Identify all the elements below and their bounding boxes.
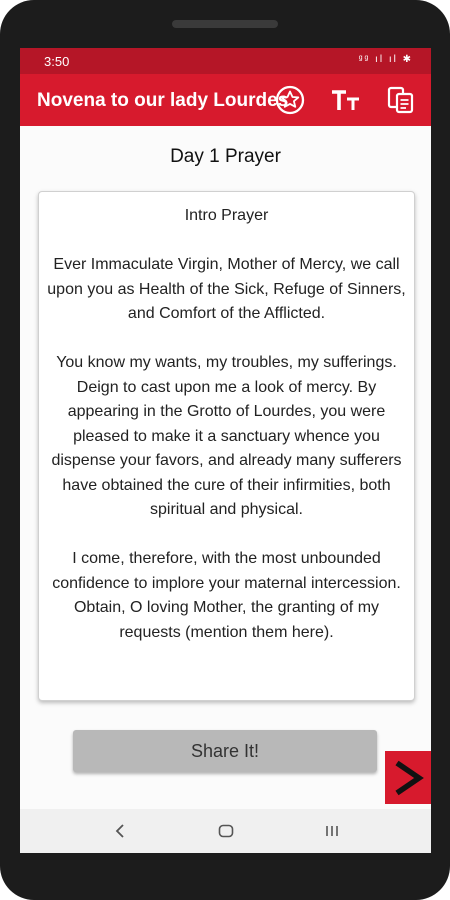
share-button[interactable]: Share It! bbox=[73, 730, 377, 772]
app-title: Novena to our lady Lourdes bbox=[37, 90, 289, 111]
copy-icon bbox=[385, 84, 417, 116]
system-nav-bar bbox=[20, 809, 431, 853]
speaker-grille bbox=[172, 20, 278, 28]
status-time: 3:50 bbox=[44, 54, 70, 69]
status-icons: ᵍᵍ ıl ıl ✱ bbox=[358, 54, 413, 65]
nav-recents-icon[interactable] bbox=[324, 823, 340, 839]
app-bar bbox=[20, 74, 431, 126]
next-button[interactable] bbox=[385, 751, 431, 804]
day-title: Day 1 Prayer bbox=[170, 146, 281, 167]
favorite-button[interactable] bbox=[274, 84, 306, 116]
chevron-right-icon bbox=[385, 751, 431, 804]
prayer-text: Intro Prayer Ever Immaculate Virgin, Mother of Mercy, we call upon you as Health of the Sick, Refuge of Sinners, and Comfort of the Afflicted. You know my wants, my troubles, my sufferings. Deign to cast upon me a look of mercy. By appearing in the Grotto of Lourdes, you were pleased to make it a sanctuary whence you dispense your favors, and already many sufferers have obtained the cure of their infirmities, both spiritual and physical. I come, therefore, with the most unbounded confidence to implore your maternal intercession. Obtain, O loving Mother, the granting of my requests (mention them here). bbox=[47, 207, 406, 641]
prayer-card[interactable] bbox=[38, 191, 415, 701]
text-size-icon bbox=[329, 84, 363, 116]
content-area bbox=[20, 126, 431, 809]
status-bar bbox=[20, 48, 431, 74]
star-icon bbox=[274, 84, 306, 116]
text-size-button[interactable] bbox=[329, 84, 361, 116]
nav-back-icon[interactable] bbox=[112, 823, 128, 839]
copy-button[interactable] bbox=[385, 84, 417, 116]
screen bbox=[20, 48, 431, 853]
nav-home-icon[interactable] bbox=[218, 823, 234, 839]
